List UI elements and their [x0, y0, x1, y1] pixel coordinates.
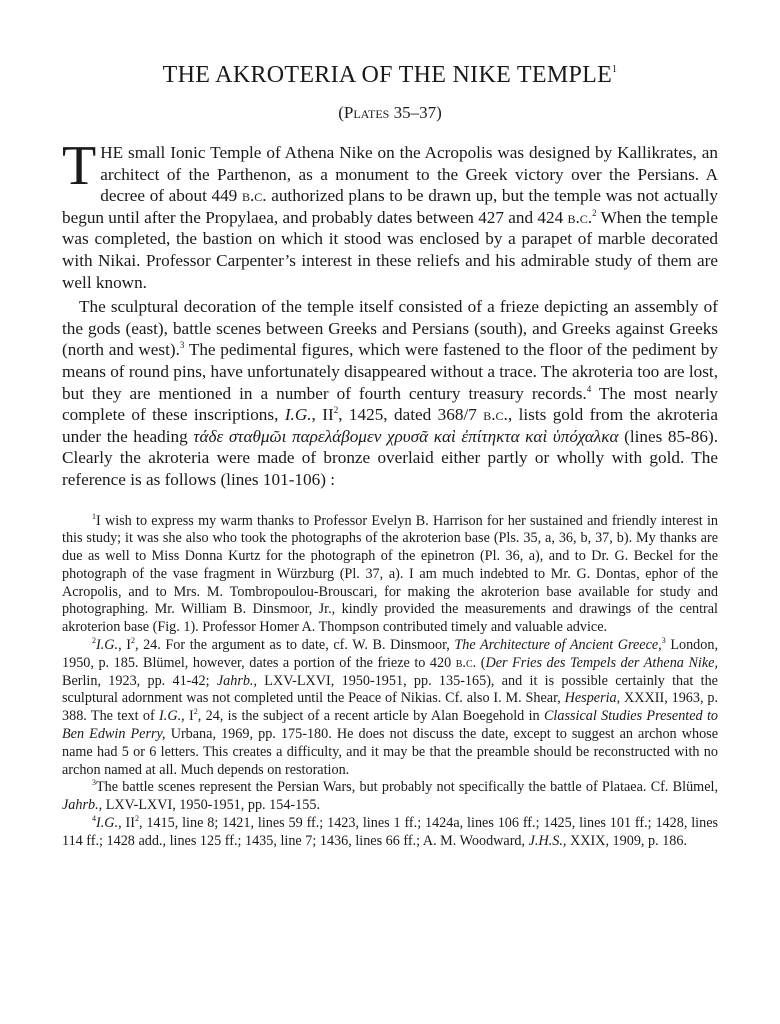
footnote-2: $^2$I.G., $I^2$, 24. For the argument as to date, cf. W. B. Dinsmoor, The Architecture of Ancient Greece,$^3$ London, 1950, p. 185. Blümel, however, dates a portion of the frieze to 420 b.c. (Der Fries des Tempels der Athena Nike, Berlin, 1923, pp. 41-42; Jahrb., LXV-LXVI, 1950-1951, pp. 135-165), and it is possible certainly that the sculptural adornment was not completed until the Peace of Nikias. Cf. also I. M. Shear, Hesperia, XXXII, 1963, p. 388. The text of I.G., $I^2$, 24, is the subject of a recent article by Alan Boegehold in Classical Studies Presented to Ben Edwin Perry, Urbana, 1969, pp. 175-180. He does not discuss the date, except to suggest an archon whose name had 5 or 6 letters. This creates a difficulty, and it may be that the preamble should be reconstructed with no archon named at all. Much depends on restoration. — [62, 636, 719, 778]
body-text — [62, 135, 718, 491]
footnote-ref-4: 4 — [586, 383, 592, 394]
footnote-3: $^3$The battle scenes represent the Persian Wars, but probably not specifically the battle of Plataea. Cf. Blümel, Jahrb., LXV-LXVI, 1950-1951, pp. 154-155. — [62, 778, 718, 814]
article-page — [62, 60, 718, 851]
footnote-ref-3: 3 — [179, 340, 185, 351]
paragraph-1: THE small Ionic Temple of Athena Nike on the Acropolis was designed by Kallikrates, an architect of the Parthenon, as a monument to the Greek victory over the Persians. A decree of about 449 b.c. authorized plans to be drawn up, but the temple was not actually begun until after the Propylaea, and probably dates between 427 and 424 b.c.$^2$ When the temple was completed, the bastion on which it stood was enclosed by a parapet of marble decorated with Nikai. Professor Carpenter’s interest in these reliefs and his admirable study of them are well known. — [62, 135, 718, 292]
plates-text: Plates 35–37 — [343, 103, 437, 122]
footnote-1: $^1$I wish to express my warm thanks to Professor Evelyn B. Harrison for her sustained and friendly interest in this study; it was she also who took the photographs of the akroterion base (Pls. 35, a, 36, b, 37, b). My thanks are due as well to Miss Donna Kurtz for the photograph of the epinetron (Pl. 36, a), and to Dr. G. Beckel for the photograph of the vase fragment in Würzburg (Pl. 37, a). I am much indebted to Mr. G. Dontas, ephor of the Acropolis, and to Mrs. M. Tombropoulou-Brouscari, for making the akroterion base available for study and photographing. Mr. William B. Dinsmoor, Jr., kindly provided the measurements and drawings of the central akroterion base (Fig. 1). Professor Homer A. Thompson contributed timely and valuable advice. — [62, 511, 718, 636]
greek-quotation: τάδε σταθμῶι παρελάβομεν χρυσᾶ καὶ ἐπίτηκτα καὶ ὑπόχαλκα — [193, 426, 619, 446]
paragraph-2: The sculptural decoration of the temple itself consisted of a frieze depicting an assembly of the gods (east), battle scenes between Greeks and Persians (south), and Greeks against Greeks (north and west).$^3$ The pedimental figures, which were fastened to the floor of the pediment by means of round pins, have unfortunately disappeared without a trace. The akroteria too are lost, but they are mentioned in a number of fourth century treasury records.$^4$ The most nearly complete of these inscriptions, I.G., $II^2$, 1425, dated 368/7 b.c., lists gold from the akroteria under the heading τάδε σταθμῶι παρελάβομεν χρυσᾶ καὶ ἐπίτηκτα καὶ ὑπόχαλκα (lines 85-86). Clearly the akroteria were made of bronze overlaid either partly or wholly with gold. The reference is as follows (lines 101-106) : — [62, 297, 718, 489]
drop-cap: T — [62, 135, 97, 197]
title-text: THE AKROTERIA OF THE NIKE TEMPLE — [162, 62, 613, 88]
title-footnote-marker: 1 — [612, 64, 618, 75]
footnotes — [62, 513, 718, 851]
plates-reference: (Plates 35–37) — [338, 103, 442, 122]
footnote-ref-2: 2 — [592, 207, 597, 218]
article-title — [62, 60, 718, 90]
footnote-4: $^4$I.G., $II^2$, 1415, line 8; 1421, lines 59 ff.; 1423, lines 1 ff.; 1424a, lines 106 ff.; 1425, lines 101 ff.; 1428, lines 114 ff.; 1428 add., lines 125 ff.; 1435, line 7; 1436, lines 66 ff.; A. M. Woodward, J.H.S., XXIX, 1909, p. 186. — [62, 814, 719, 849]
